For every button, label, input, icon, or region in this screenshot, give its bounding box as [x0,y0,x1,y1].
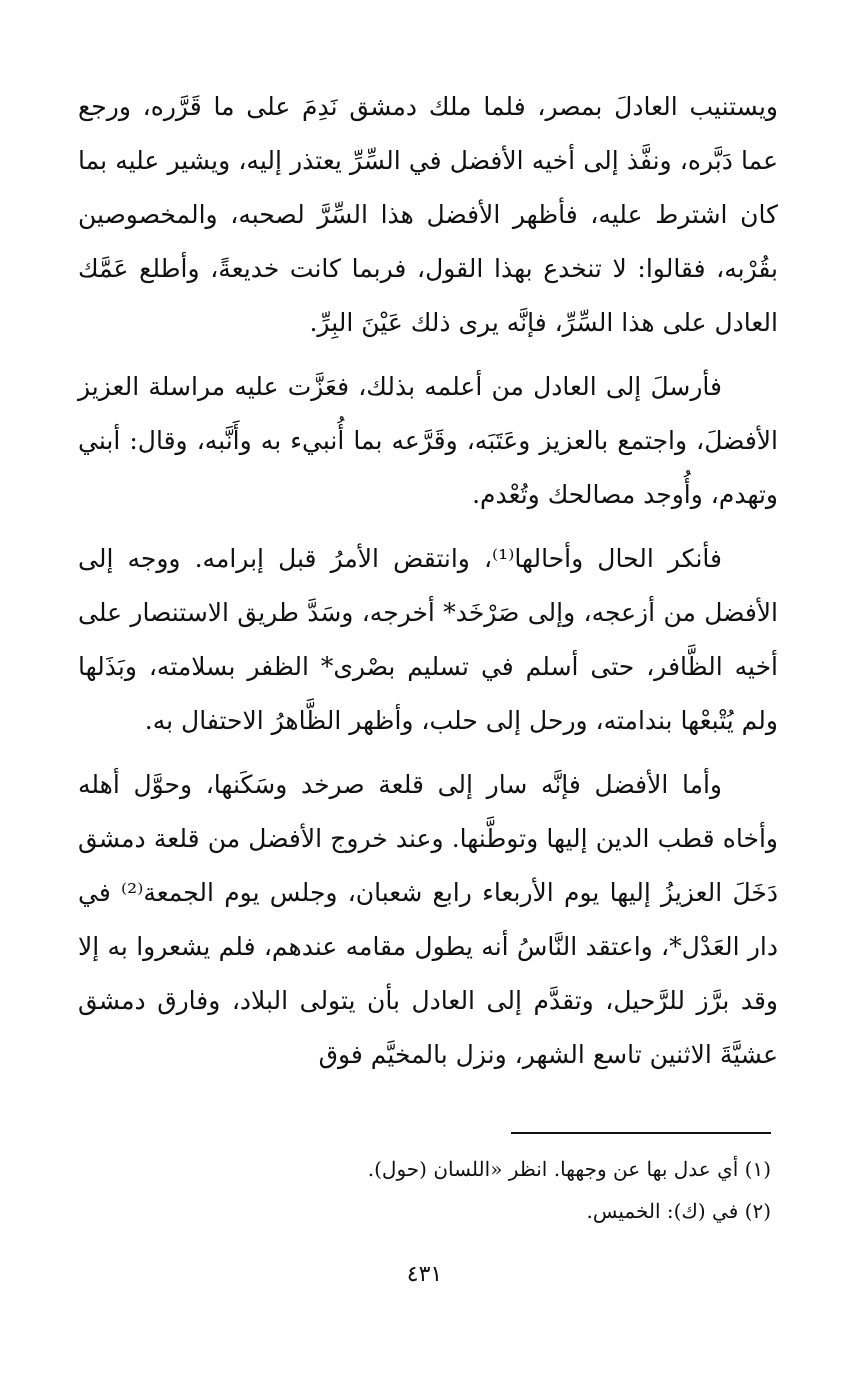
footnote-divider [511,1132,771,1134]
main-text [78,80,778,1092]
paragraph-2: فأرسلَ إلى العادل من أعلمه بذلك، فعَزَّت عليه مراسلة العزيز الأفضلَ، واجتمع بالعزيز وعَتَبَه، وقَرَّعه بما أُنبيء به وأَنَّبه، وقال: أبني وتهدم، وأُوجد مصالحك وتُعْدم. [78,372,778,509]
footnotes [71,1148,771,1232]
paragraph-3: فأنكر الحال وأحالها⁽¹⁾، وانتقض الأمرُ قبل إبرامه. ووجه إلى الأفضل من أزعجه، وإلى صَرْخَد* أخرجه، وسَدَّ طريق الاستنصار على أخيه الظَّافر، حتى أسلم في تسليم بصْرى* الظفر بسلامته، وبَذَلها ولم يُتْبعْها بندامته، ورحل إلى حلب، وأظهر الظَّاهرُ الاحتفال به. [78,544,778,735]
paragraph-4: وأما الأفضل فإنَّه سار إلى قلعة صرخد وسَكَنها، وحوَّل أهله وأخاه قطب الدين إليها وتوطَّنها. وعند خروج الأفضل من قلعة دمشق دَخَلَ العزيزُ إليها يوم الأربعاء رابع شعبان، وجلس يوم الجمعة⁽²⁾ في دار العَدْل*، واعتقد النَّاسُ أنه يطول مقامه عندهم، فلم يشعروا به إلا وقد برَّز للرَّحيل، وتقدَّم إلى العادل بأن يتولى البلاد، وفارق دمشق عشيَّةَ الاثنين تاسع الشهر، ونزل بالمخيَّم فوق [78,770,778,1069]
page-number: ٤٣١ [406,1262,443,1287]
paragraph-1: ويستنيب العادلَ بمصر، فلما ملك دمشق نَدِمَ على ما قَرَّره، ورجع عما دَبَّره، ونفَّذ إلى أخيه الأفضل في السِّرِّ يعتذر إليه، ويشير عليه بما كان اشترط عليه، فأظهر الأفضل هذا السِّرَّ لصحبه، والمخصوصين بقُرْبه، فقالوا: لا تنخدع بهذا القول، فربما كانت خديعةً، وأطلع عَمَّك العادل على هذا السِّرِّ، فإنَّه يرى ذلك عَيْنَ البِرِّ. [78,92,778,337]
footnote-2: (٢) في (ك): الخميس. [586,1199,771,1223]
footnote-1: (١) أي عدل بها عن وجهها. انظر «اللسان (حول). [367,1157,771,1181]
